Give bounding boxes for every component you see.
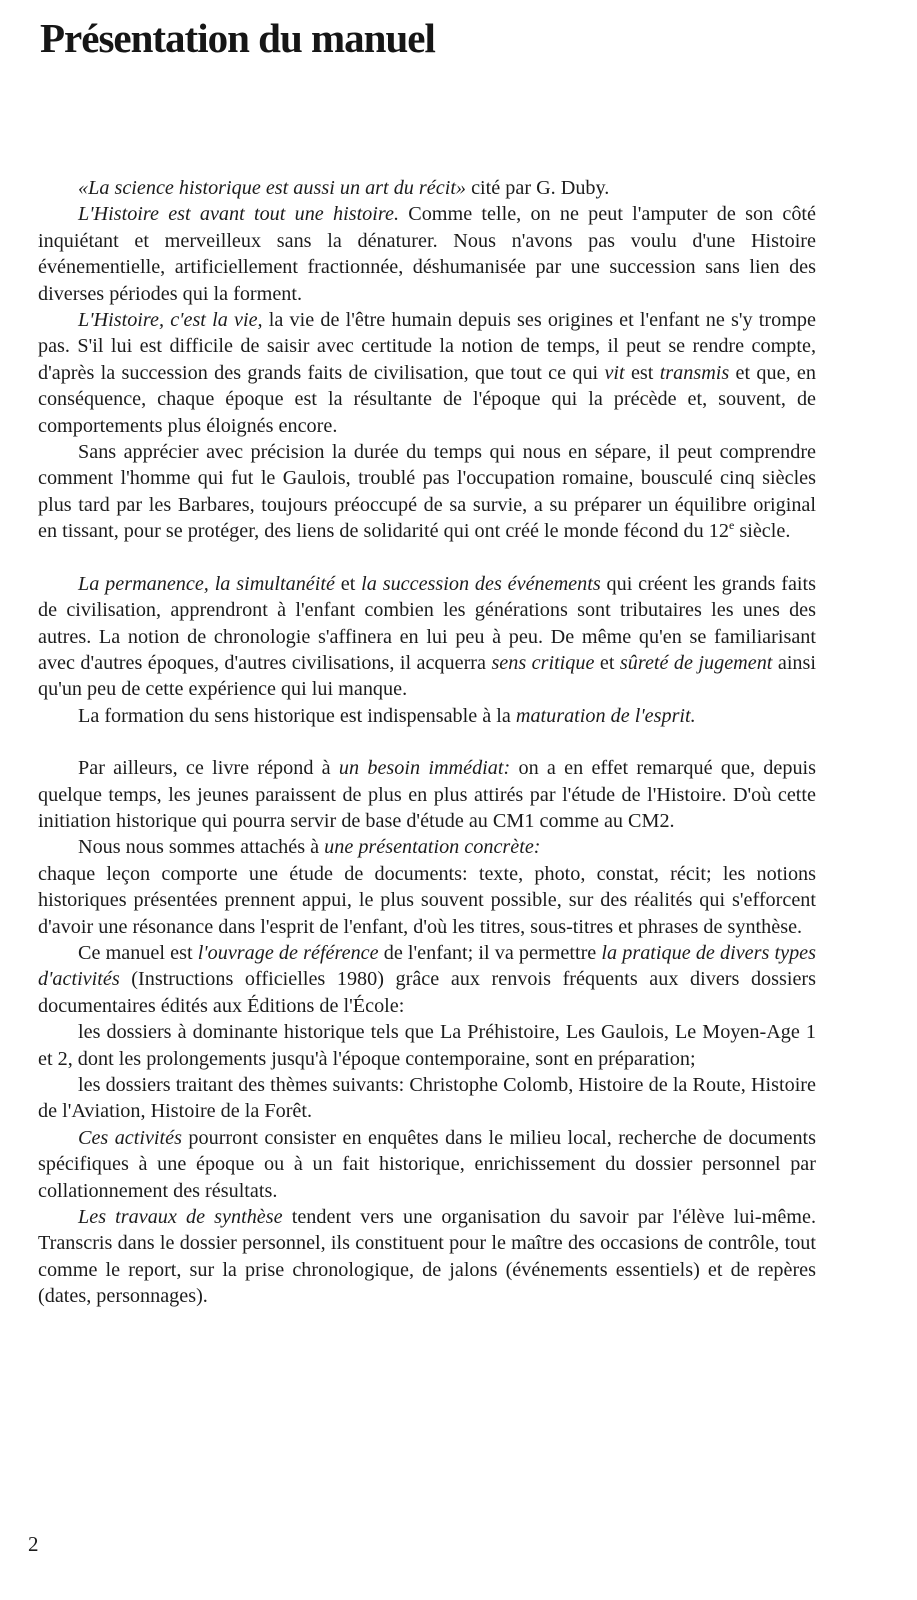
paragraph-permanence: La permanence, la simultanéité et la succession des événements qui créent les grands faits de civilisation, apprendront à l'enfant combien les générations sont tributaires les unes des autres. La notion de chronologie s'affinera en lui peu à peu. De même qu'en se familiarisant avec d'autres époques, d'autres civilisations, il acquerra sens critique et sûreté de jugement ainsi qu'un peu de cette expérience qui lui manque. (38, 572, 816, 701)
paragraph-dossiers-historiques: les dossiers à dominante historique tels que La Préhistoire, Les Gaulois, Le Moyen-Age 1 et 2, dont les prolongements jusqu'à l'époque contemporaine, sont en préparation; (38, 1021, 816, 1070)
paragraph-vie: L'Histoire, c'est la vie, la vie de l'être humain depuis ses origines et l'enfant ne s'y trompe pas. S'il lui est difficile de saisir avec certitude la notion de temps, il peut se rendre compte, d'après la succession des grands faits de civilisation, que tout ce qui vit est transmis et que, en conséquence, chaque époque est la résultante de l'époque qui la précède et, souvent, de comportements plus éloignés encore. (38, 309, 816, 437)
paragraph-quote: «La science historique est aussi un art du récit» cité par G. Duby. (78, 177, 610, 199)
page-title: Présentation du manuel (40, 15, 435, 61)
body-text (38, 175, 816, 1310)
paragraph-presentation: Nous nous sommes attachés à une présentation concrète: (78, 836, 541, 859)
paragraph-histoire: L'Histoire est avant tout une histoire. Comme telle, on ne peut l'amputer de son côté inquiétant et merveilleux sans la dénaturer. Nous n'avons pas voulu d'une Histoire événementielle, artificiellement fractionnée, déshumanisée par une succession sans lien des diverses périodes qui la forment. (38, 203, 817, 305)
paragraph-gaulois: Sans apprécier avec précision la durée du temps qui nous en sépare, il peut comprendre comment l'homme qui fut le Gaulois, troublé pas l'occupation romaine, bousculé cinq siècles plus tard par les Barbares, toujours préoccupé de sa survie, a su préparer un équilibre original en tissant, pour se protéger, des liens de solidarité qui ont créé le monde fécond du 12e siècle. (38, 441, 816, 543)
paragraph-formation: La formation du sens historique est indispensable à la maturation de l'esprit. (78, 704, 696, 727)
page-number: 2 (28, 1532, 39, 1556)
paragraph-dossiers-themes: les dossiers traitant des thèmes suivants: Christophe Colomb, Histoire de la Route, Histoire de l'Aviation, Histoire de la Forêt. (38, 1074, 816, 1123)
paragraph-synthese: Les travaux de synthèse tendent vers une organisation du savoir par l'élève lui-même. Transcris dans le dossier personnel, ils constituent pour le maître des occasions de contrôle, tout comme le report, sur la prise chronologique, de jalons (événements essentiels) et de repères (dates, personnages). (38, 1206, 816, 1308)
paragraph-besoin: Par ailleurs, ce livre répond à un besoin immédiat: on a en effet remarqué que, depuis quelque temps, les jeunes paraissent de plus en plus attirés par l'étude de l'Histoire. D'où cette initiation historique qui pourra servir de base d'étude au CM1 comme au CM2. (38, 757, 816, 832)
paragraph-manuel: Ce manuel est l'ouvrage de référence de l'enfant; il va permettre la pratique de divers types d'activités (Instructions officielles 1980) grâce aux renvois fréquents aux divers dossiers documentaires édités aux Éditions de l'École: (38, 941, 816, 1017)
paragraph-lecon: chaque leçon comporte une étude de documents: texte, photo, constat, récit; les notions historiques présentées prennent appui, le plus souvent possible, sur des réalités qui s'efforcent d'avoir une résonance dans l'esprit de l'enfant, d'où les titres, sous-titres et phrases de synthèse. (38, 862, 816, 938)
paragraph-activites: Ces activités pourront consister en enquêtes dans le milieu local, recherche de documents spécifiques à une époque ou à un fait historique, enrichissement du dossier personnel par collationnement des résultats. (38, 1126, 817, 1202)
